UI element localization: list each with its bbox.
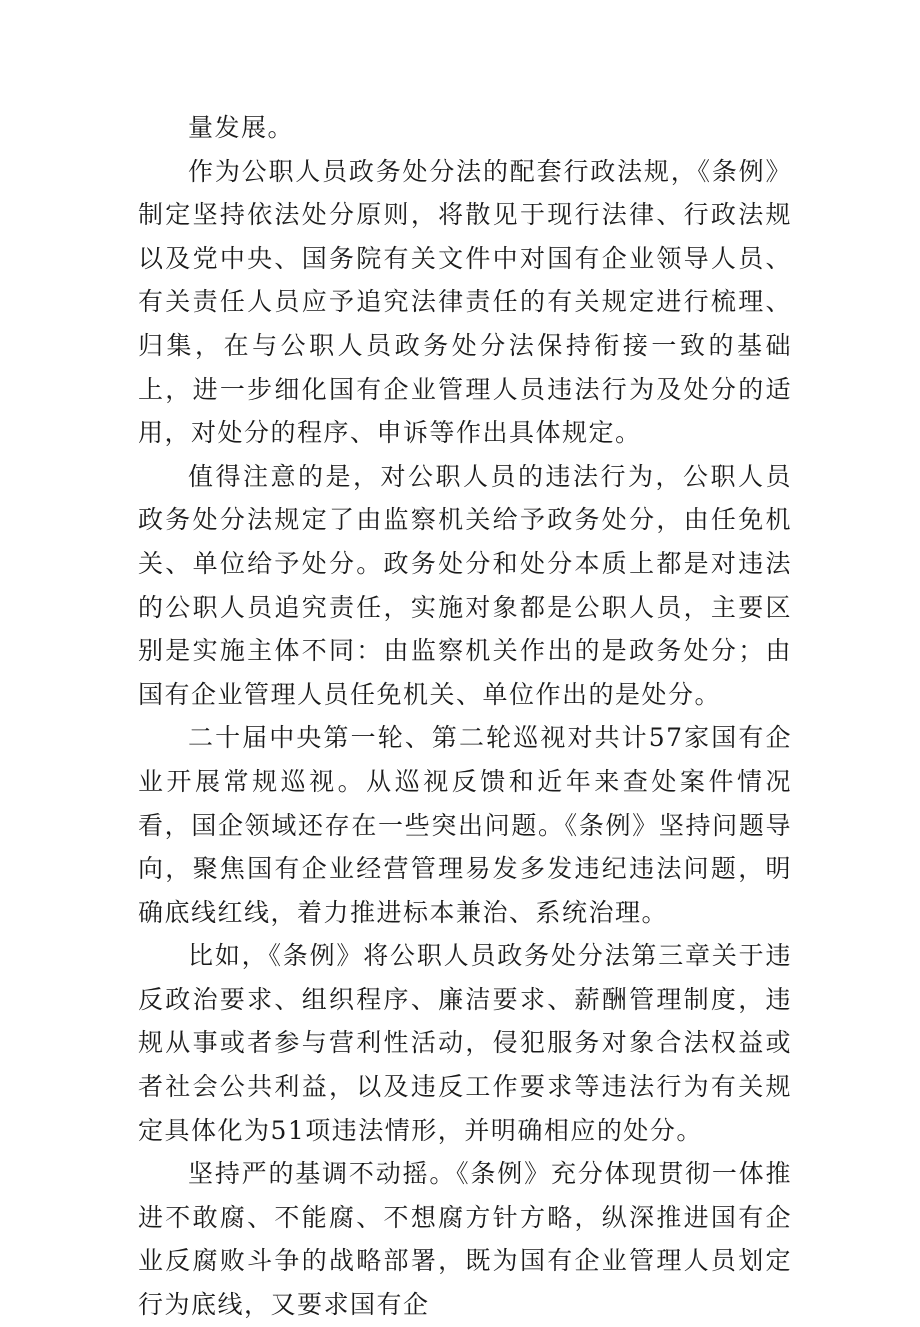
paragraph-continuation: 量发展。 [188,113,295,142]
paragraph-supporting-regulation: 作为公职人员政务处分法的配套行政法规，《条例》制定坚持依法处分原则，将散见于现行法律、行政法规以及党中央、国务院有关文件中对国有企业领导人员、有关责任人员应予追究法律责任的有关规定进行梳理、归集，在与公职人员政务处分法保持衔接一致的基础上，进一步细化国有企业管理人员违法行为及处分的适用，对处分的程序、申诉等作出具体规定。 [138,156,792,448]
document-body [138,106,792,1327]
paragraph-inspection-tours: 二十届中央第一轮、第二轮巡视对共计57家国有企业开展常规巡视。从巡视反馈和近年来查处案件情况看，国企领域还存在一些突出问题。《条例》坚持问题导向，聚焦国有企业经营管理易发多发违纪违法问题，明确底线红线，着力推进标本兼治、系统治理。 [138,723,792,927]
paragraph-disciplinary-distinction: 值得注意的是，对公职人员的违法行为，公职人员政务处分法规定了由监察机关给予政务处分，由任免机关、单位给予处分。政务处分和处分本质上都是对违法的公职人员追究责任，实施对象都是公职人员，主要区别是实施主体不同：由监察机关作出的是政务处分；由国有企业管理人员任免机关、单位作出的是处分。 [138,461,792,709]
paragraph-violation-cases: 比如，《条例》将公职人员政务处分法第三章关于违反政治要求、组织程序、廉洁要求、薪酬管理制度，违规从事或者参与营利性活动，侵犯服务对象合法权益或者社会公共利益，以及违反工作要求等违法行为有关规定具体化为51项违法情形，并明确相应的处分。 [138,941,792,1145]
paragraph-strict-tone: 坚持严的基调不动摇。《条例》充分体现贯彻一体推进不敢腐、不能腐、不想腐方针方略，纵深推进国有企业反腐败斗争的战略部署，既为国有企业管理人员划定行为底线，又要求国有企 [138,1159,792,1320]
